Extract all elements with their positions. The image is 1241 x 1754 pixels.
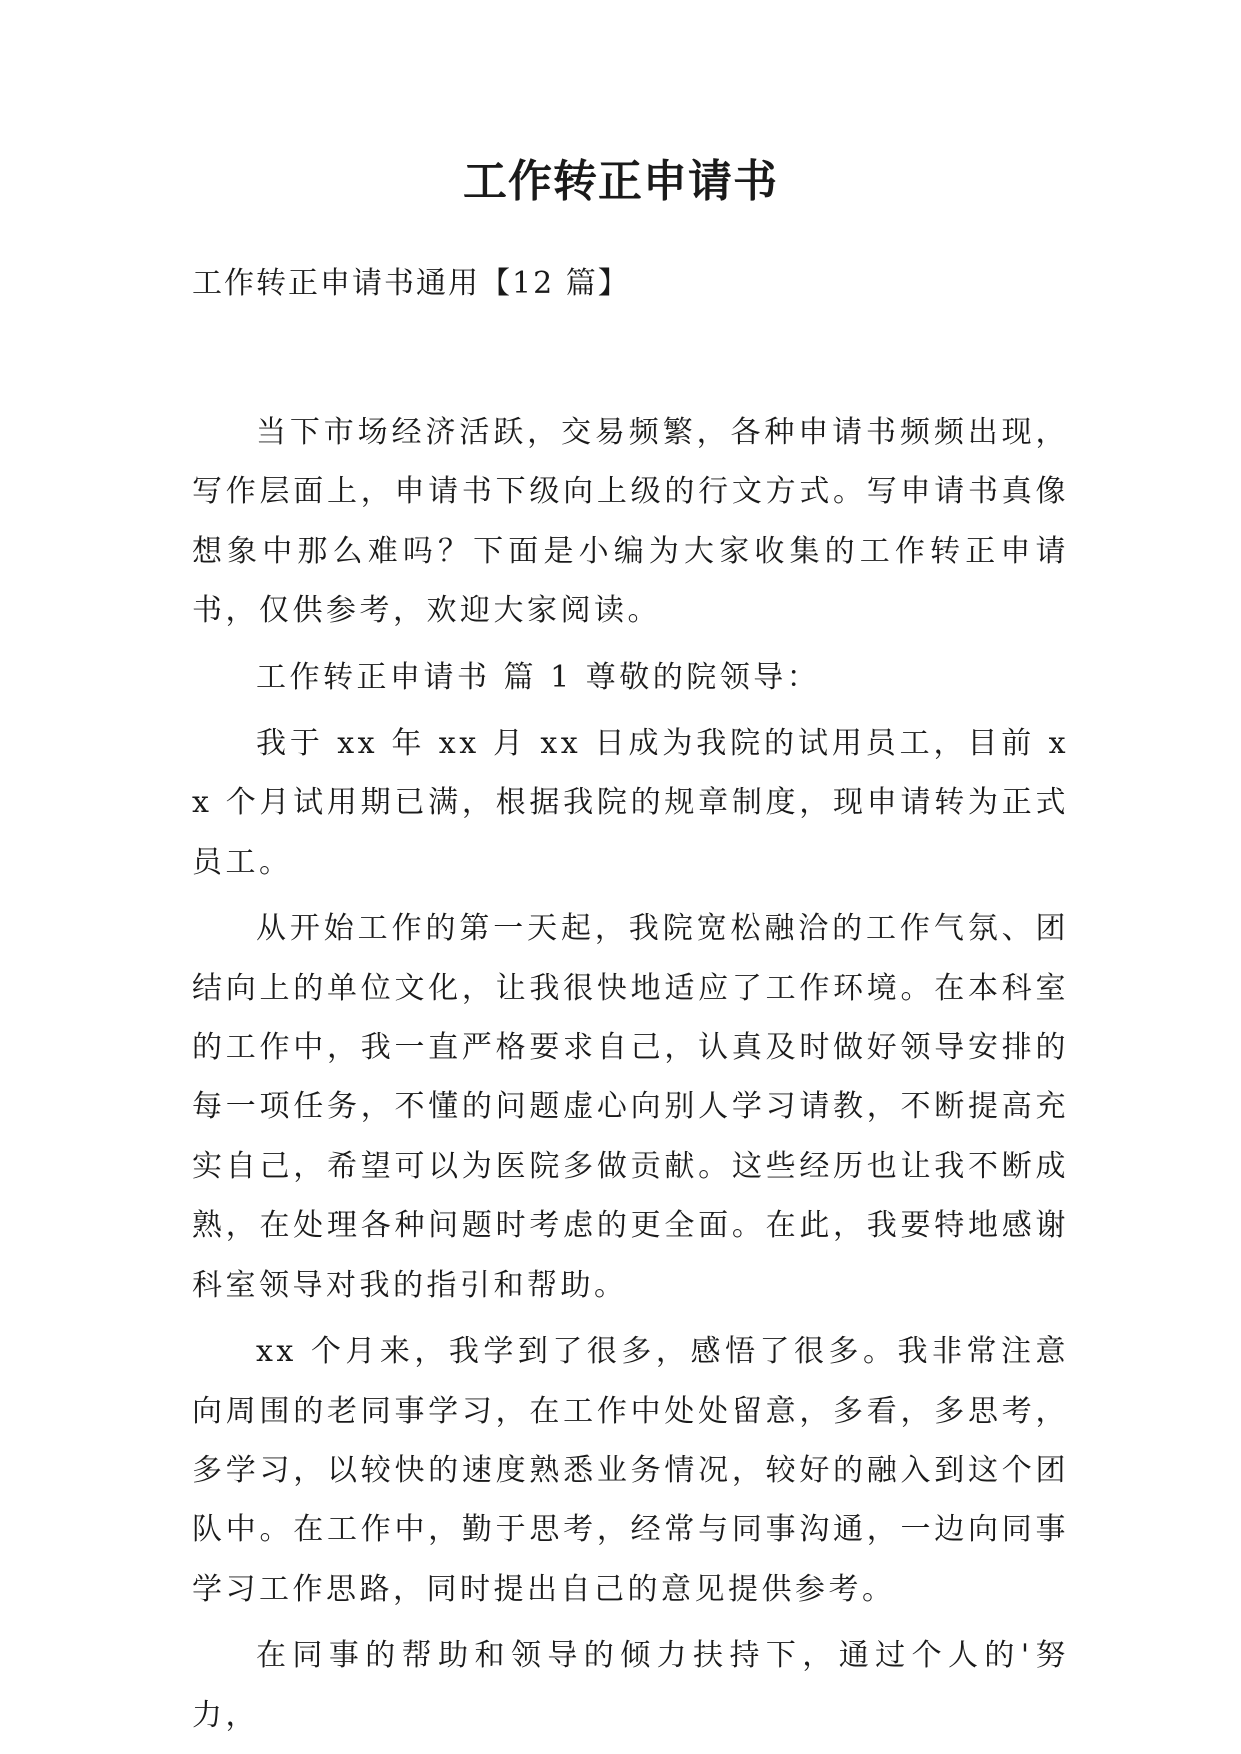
paragraph-intro: 当下市场经济活跃，交易频繁，各种申请书频频出现，写作层面上，申请书下级向上级的行文方式。写申请书真像想象中那么难吗？下面是小编为大家收集的工作转正申请书，仅供参考，欢迎大家阅读。 (192, 415, 1069, 629)
paragraph-salutation: 工作转正申请书 篇 1 尊敬的院领导： (256, 659, 821, 695)
paragraph-learning: xx 个月来，我学到了很多，感悟了很多。我非常注意向周围的老同事学习，在工作中处处留意，多看，多思考，多学习，以较快的速度熟悉业务情况，较好的融入到这个团队中。在工作中，勤于思考，经常与同事沟通，一边向同事学习工作思路，同时提出自己的意见提供参考。 (192, 1334, 1069, 1607)
paragraph-work-experience: 从开始工作的第一天起，我院宽松融洽的工作气氛、团结向上的单位文化，让我很快地适应了工作环境。在本科室的工作中，我一直严格要求自己，认真及时做好领导安排的每一项任务，不懂的问题虚心向别人学习请教，不断提高充实自己，希望可以为医院多做贡献。这些经历也让我不断成熟，在处理各种问题时考虑的更全面。在此，我要特地感谢科室领导对我的指引和帮助。 (192, 911, 1069, 1303)
document-title: 工作转正申请书 (463, 156, 778, 207)
document-body (192, 403, 1069, 1752)
paragraph-help: 在同事的帮助和领导的倾力扶持下，通过个人的'努力， (192, 1638, 1069, 1733)
document-subtitle: 工作转正申请书通用【12 篇】 (192, 266, 630, 301)
paragraph-probation: 我于 xx 年 xx 月 xx 日成为我院的试用员工，目前 xx 个月试用期已满，根据我院的规章制度，现申请转为正式员工。 (192, 726, 1069, 880)
